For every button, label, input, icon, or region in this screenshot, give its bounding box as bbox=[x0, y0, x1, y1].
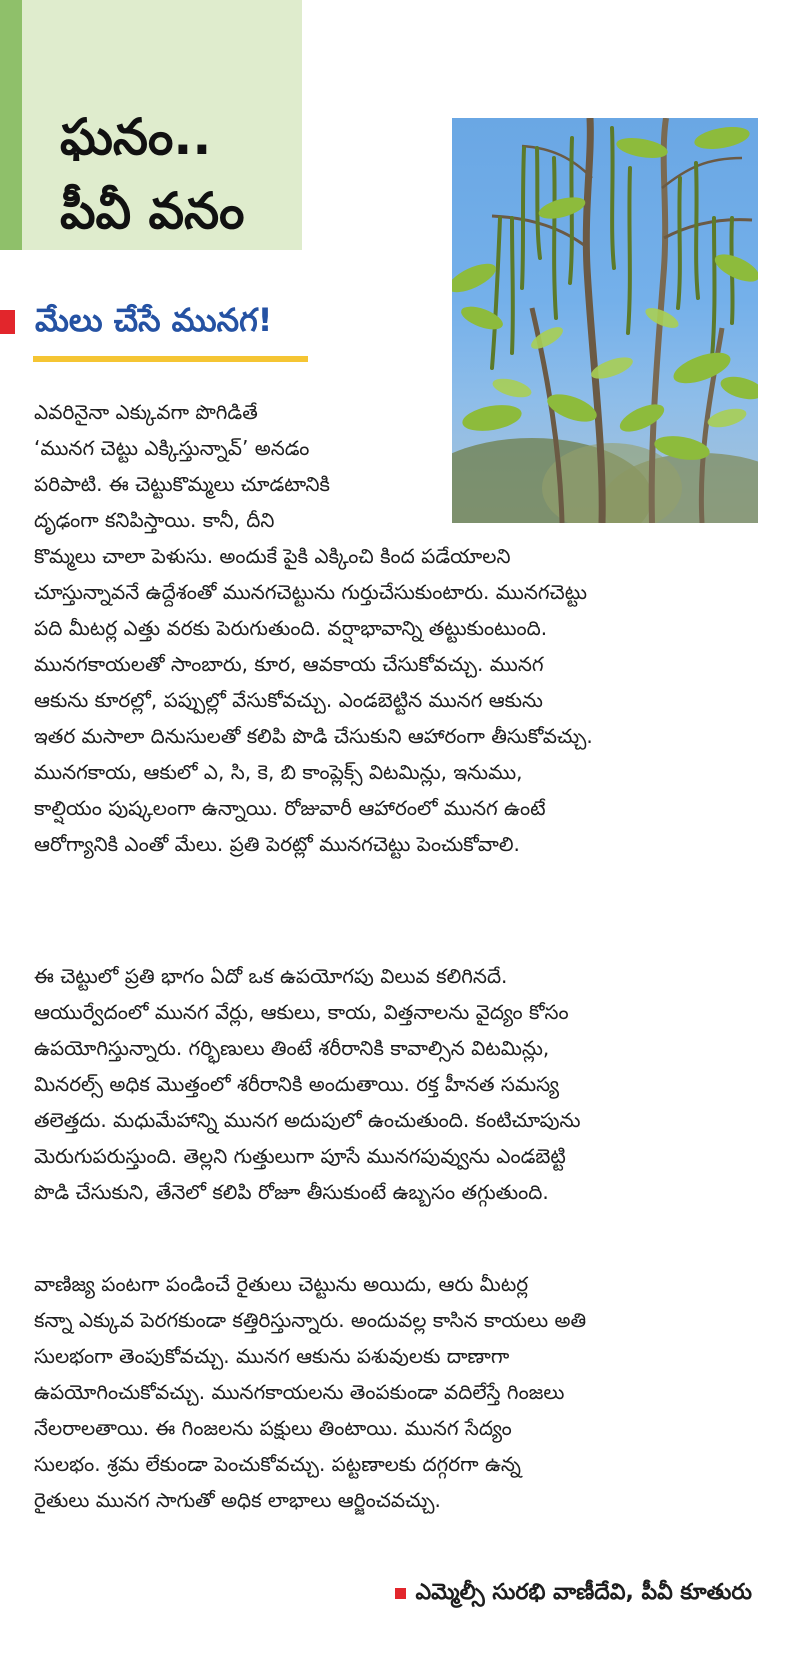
article-paragraph-1-wrap: ఎవరినైనా ఎక్కువగా పొగిడితే ‘మునగ చెట్టు ఎక్కిస్తున్నావ్’ అనడం పరిపాటి. ఈ చెట్టుకొమ్మలు చూడటానికి దృఢంగా కనిపిస్తాయి. కానీ, దీని bbox=[34, 400, 330, 532]
byline-text: ఎమ్మెల్సీ సురభి వాణీదేవి, పీవీ కూతురు bbox=[415, 1580, 752, 1605]
article-paragraph-1-rest: కొమ్మలు చాలా పెళుసు. అందుకే పైకి ఎక్కించి కింద పడేయాలని చూస్తున్నావనే ఉద్దేశంతో మునగచెట్టును గుర్తుచేసుకుంటారు. మునగచెట్టు పది మీటర్ల ఎత్తు వరకు పెరుగుతుంది. వర్షాభావాన్ని తట్టుకుంటుంది. మునగకాయలతో సాంబారు, కూర, ఆవకాయ చేసుకోవచ్చు. మునగ ఆకును కూరల్లో, పప్పుల్లో వేసుకోవచ్చు. ఎండబెట్టిన మునగ ఆకును ఇతర మసాలా దినుసులతో కలిపి పొడి చేసుకుని ఆహారంగా తీసుకోవచ్చు. మునగకాయ, ఆకులో ఎ, సి, కె, బి కాంప్లెక్స్ విటమిన్లు, ఇనుము, కాల్షియం పుష్కలంగా ఉన్నాయి. రోజువారీ ఆహారంలో మునగ ఉంటే ఆరోగ్యానికి ఎంతో మేలు. ప్రతి పెరట్లో మునగచెట్టు పెంచుకోవాలి. bbox=[34, 544, 593, 856]
article-paragraph-2: ఈ చెట్టులో ప్రతి భాగం ఏదో ఒక ఉపయోగపు విలువ కలిగినదే. ఆయుర్వేదంలో మునగ వేర్లు, ఆకులు, కాయ, విత్తనాలను వైద్యం కోసం ఉపయోగిస్తున్నారు. గర్భిణులు తింటే శరీరానికి కావాల్సిన విటమిన్లు, మినరల్స్ అధిక మొత్తంలో శరీరానికి అందుతాయి. రక్త హీనత సమస్య తలెత్తదు. మధుమేహాన్ని మునగ అదుపులో ఉంచుతుంది. కంటిచూపును మెరుగుపరుస్తుంది. తెల్లని గుత్తులుగా పూసే మునగపువ్వును ఎండబెట్టి పొడి చేసుకుని, తేనెలో కలిపి రోజూ తీసుకుంటే ఉబ్బసం తగ్గుతుంది. bbox=[34, 964, 581, 1204]
drumstick-tree-photo bbox=[452, 118, 758, 523]
title-block bbox=[0, 0, 302, 250]
page-title-line-2: పీవీ వనం bbox=[60, 182, 245, 240]
byline-marker bbox=[395, 1588, 406, 1599]
article-subtitle: మేలు చేసే మునగ! bbox=[35, 301, 273, 339]
byline bbox=[395, 1580, 752, 1610]
page-title-line-1: ఘనం.. bbox=[60, 108, 212, 166]
title-accent-bar bbox=[0, 0, 22, 250]
subtitle-marker bbox=[0, 310, 15, 334]
drumstick-tree-illustration bbox=[452, 118, 758, 523]
subtitle-underline bbox=[33, 356, 308, 362]
article-paragraph-3: వాణిజ్య పంటగా పండించే రైతులు చెట్టును అయిదు, ఆరు మీటర్ల కన్నా ఎక్కువ పెరగకుండా కత్తిరిస్తున్నారు. అందువల్ల కాసిన కాయలు అతి సులభంగా తెంపుకోవచ్చు. మునగ ఆకును పశువులకు దాణాగా ఉపయోగించుకోవచ్చు. మునగకాయలను తెంపకుండా వదిలేస్తే గింజలు నేలరాలతాయి. ఈ గింజలను పక్షులు తింటాయి. మునగ సేద్యం సులభం. శ్రమ లేకుండా పెంచుకోవచ్చు. పట్టణాలకు దగ్గరగా ఉన్న రైతులు మునగ సాగుతో అధిక లాభాలు ఆర్జించవచ్చు. bbox=[34, 1272, 587, 1512]
